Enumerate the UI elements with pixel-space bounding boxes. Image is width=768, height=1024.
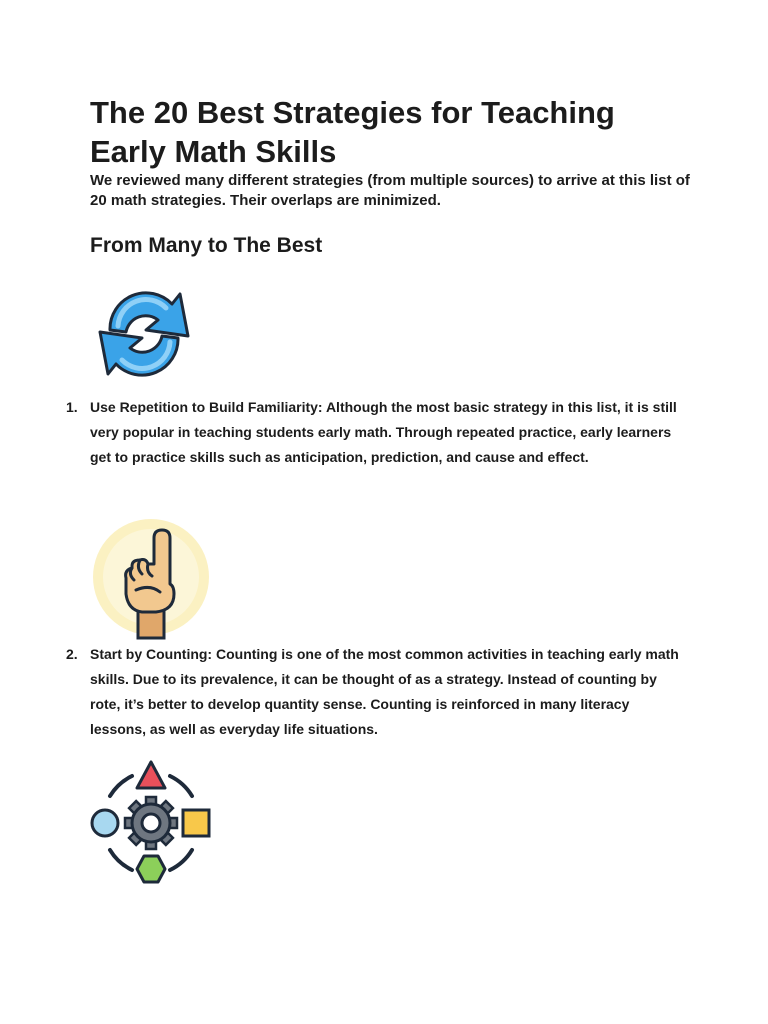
intro-paragraph: We reviewed many different strategies (from multiple sources) to arrive at this list of 20 math strategies. Their overlaps are minimized. bbox=[90, 172, 690, 209]
repeat-arrows-icon bbox=[88, 278, 200, 390]
strategy-number: 1. bbox=[66, 399, 78, 415]
section-heading: From Many to The Best bbox=[90, 234, 323, 257]
strategy-text: Start by Counting: Counting is one of the most common activities in teaching early math skills. Due to its prevalence, it can be thought of as a strategy. Instead of counting by rote, it’s better to develop quantity sense. Counting is reinforced in many literacy lessons, as well as everyday life situations. bbox=[90, 646, 679, 737]
strategy-item-2 bbox=[66, 642, 686, 742]
strategy-item-1 bbox=[66, 395, 686, 470]
page-title: The 20 Best Strategies for Teaching Early Math Skills bbox=[90, 95, 615, 169]
counting-finger-icon bbox=[90, 514, 212, 640]
shapes-gear-icon bbox=[88, 758, 214, 886]
strategy-text: Use Repetition to Build Familiarity: Although the most basic strategy in this list, it is still very popular in teaching students early math. Through repeated practice, early learners get to practice skills such as anticipation, prediction, and cause and effect. bbox=[90, 399, 677, 465]
strategy-number: 2. bbox=[66, 646, 78, 662]
